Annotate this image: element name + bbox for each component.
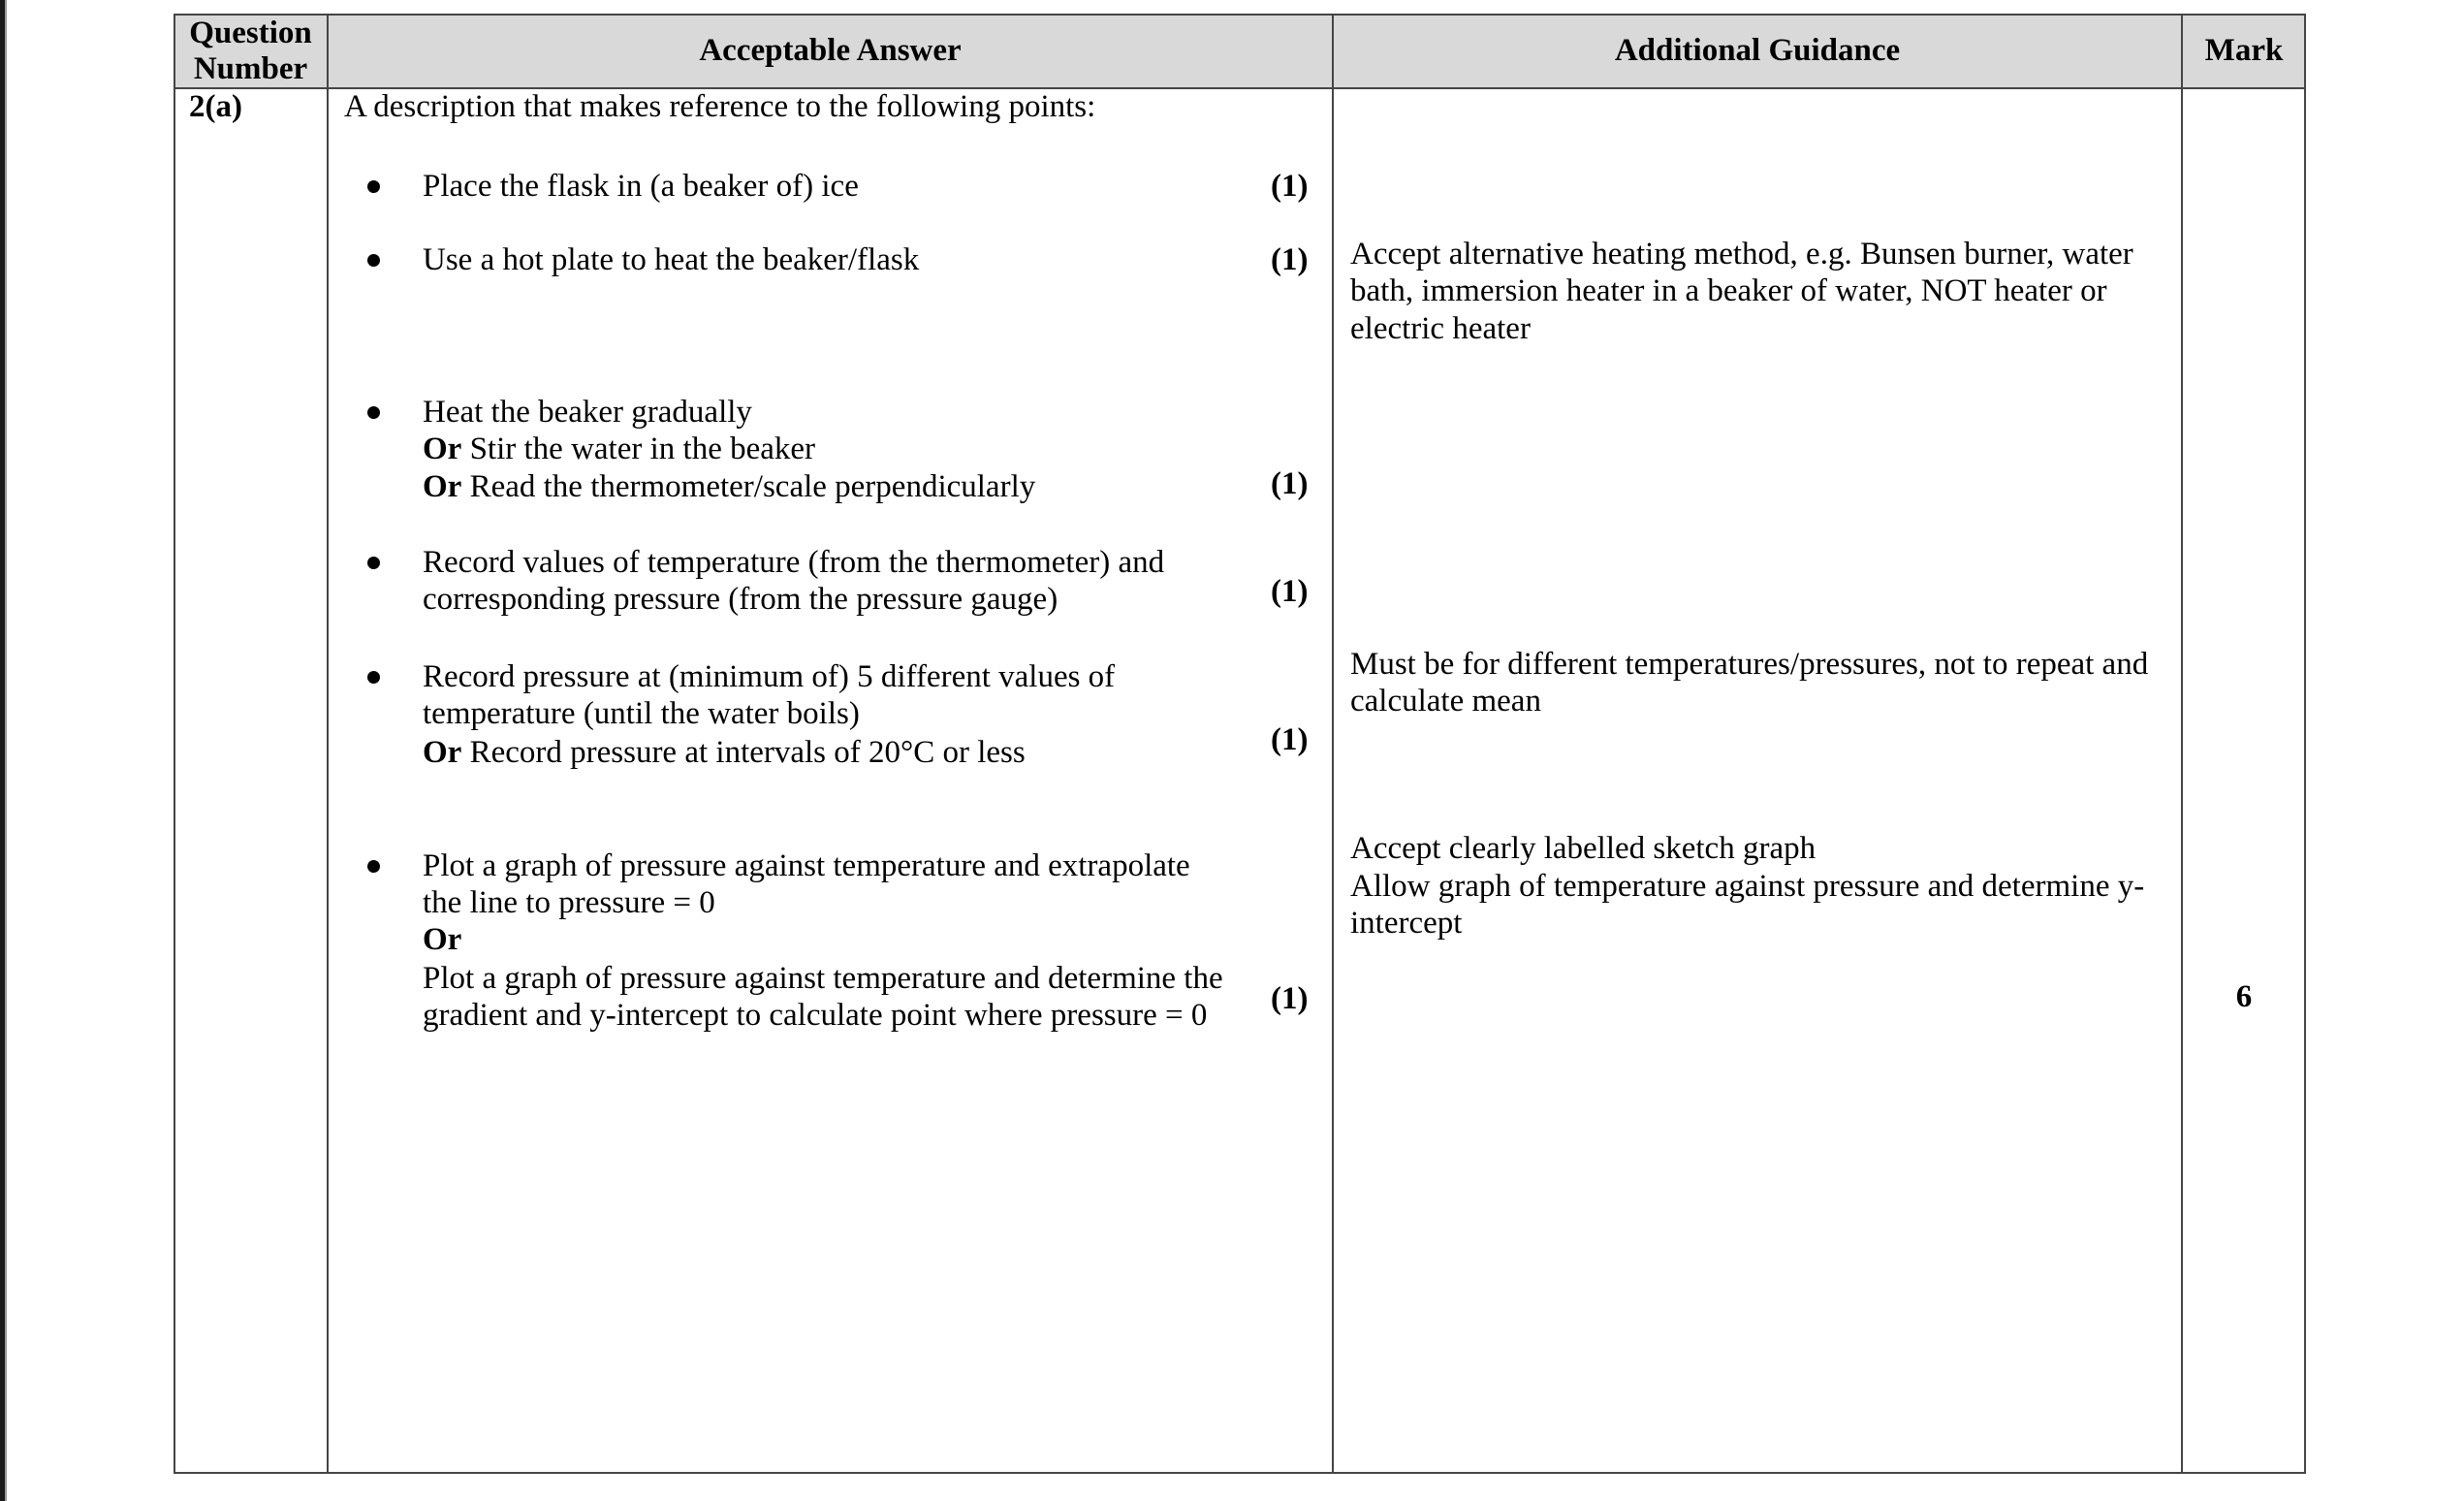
answer-point-1-mark: (1)	[1271, 169, 1309, 204]
guidance-graph-line-3: intercept	[1350, 906, 1463, 941]
bullet-icon	[367, 180, 380, 193]
total-mark: 6	[2235, 979, 2253, 1014]
guidance-different-values-line-1: Must be for different temperatures/pressures, not to repeat and	[1350, 647, 2149, 682]
guidance-heating-line-3: electric heater	[1350, 311, 1531, 346]
bullet-icon	[367, 860, 380, 873]
answer-point-5-line-3	[423, 734, 1026, 772]
table-right-border	[2304, 14, 2306, 1474]
column-divider-2	[1332, 14, 1334, 1474]
answer-intro: A description that makes reference to the following points:	[344, 89, 1096, 124]
line-text: Read the thermometer/scale perpendicularly	[461, 469, 1036, 504]
answer-point-6-line-2: the line to pressure = 0	[423, 885, 715, 920]
guidance-different-values-line-2: calculate mean	[1350, 684, 1541, 719]
guidance-graph-line-2: Allow graph of temperature against pressure and determine y-	[1350, 869, 2145, 904]
column-divider-3	[2181, 14, 2183, 1474]
line-text: Record pressure at intervals of 20°C or less	[461, 735, 1026, 770]
answer-point-6-or: Or	[423, 922, 462, 957]
answer-point-1: Place the flask in (a beaker of) ice	[423, 169, 859, 204]
answer-point-5-line-2: temperature (until the water boils)	[423, 696, 860, 731]
table-top-border	[174, 14, 2306, 16]
answer-point-2-mark: (1)	[1271, 242, 1309, 277]
bullet-icon	[367, 557, 380, 569]
or-label: Or	[423, 431, 462, 466]
header-question-number	[174, 14, 328, 88]
or-label: Or	[423, 469, 462, 504]
answer-point-4-mark: (1)	[1271, 574, 1309, 609]
or-label: Or	[423, 735, 462, 770]
answer-point-4-line-2: corresponding pressure (from the pressure gauge)	[423, 582, 1058, 617]
answer-point-3-line-3	[423, 468, 1035, 506]
answer-point-5-mark: (1)	[1271, 722, 1309, 757]
window-edge-highlight	[5, 0, 7, 1501]
answer-point-6-mark: (1)	[1271, 981, 1309, 1016]
table-left-border	[174, 14, 175, 1474]
header-acceptable-answer: Acceptable Answer	[699, 33, 962, 68]
header-question-label: Question	[189, 15, 312, 50]
line-text: Stir the water in the beaker	[461, 431, 816, 466]
guidance-heating-line-2: bath, immersion heater in a beaker of water, NOT heater or	[1350, 273, 2107, 308]
answer-point-2: Use a hot plate to heat the beaker/flask	[423, 242, 920, 277]
header-mark: Mark	[2204, 33, 2284, 68]
answer-point-6-line-5: gradient and y-intercept to calculate point where pressure = 0	[423, 998, 1208, 1033]
answer-point-3-line-2	[423, 431, 815, 468]
header-additional-guidance: Additional Guidance	[1614, 33, 1901, 68]
column-divider-1	[327, 14, 329, 1474]
guidance-graph-line-1: Accept clearly labelled sketch graph	[1350, 831, 1816, 866]
question-number: 2(a)	[189, 89, 242, 124]
mark-scheme-table	[174, 14, 2306, 1474]
bullet-icon	[367, 671, 380, 684]
answer-point-5-line-1: Record pressure at (minimum of) 5 different values of	[423, 659, 1116, 694]
bullet-icon	[367, 406, 380, 419]
answer-point-3-line-1: Heat the beaker gradually	[423, 395, 752, 430]
guidance-heating-line-1: Accept alternative heating method, e.g. Bunsen burner, water	[1350, 237, 2133, 271]
answer-point-4-line-1: Record values of temperature (from the thermometer) and	[423, 545, 1165, 580]
answer-point-3-mark: (1)	[1271, 466, 1309, 501]
header-number-label: Number	[193, 50, 308, 86]
bullet-icon	[367, 254, 380, 267]
answer-point-6-line-1: Plot a graph of pressure against temperature and extrapolate	[423, 848, 1190, 883]
answer-point-6-line-4: Plot a graph of pressure against temperature and determine the	[423, 961, 1223, 996]
table-bottom-border	[174, 1472, 2306, 1474]
